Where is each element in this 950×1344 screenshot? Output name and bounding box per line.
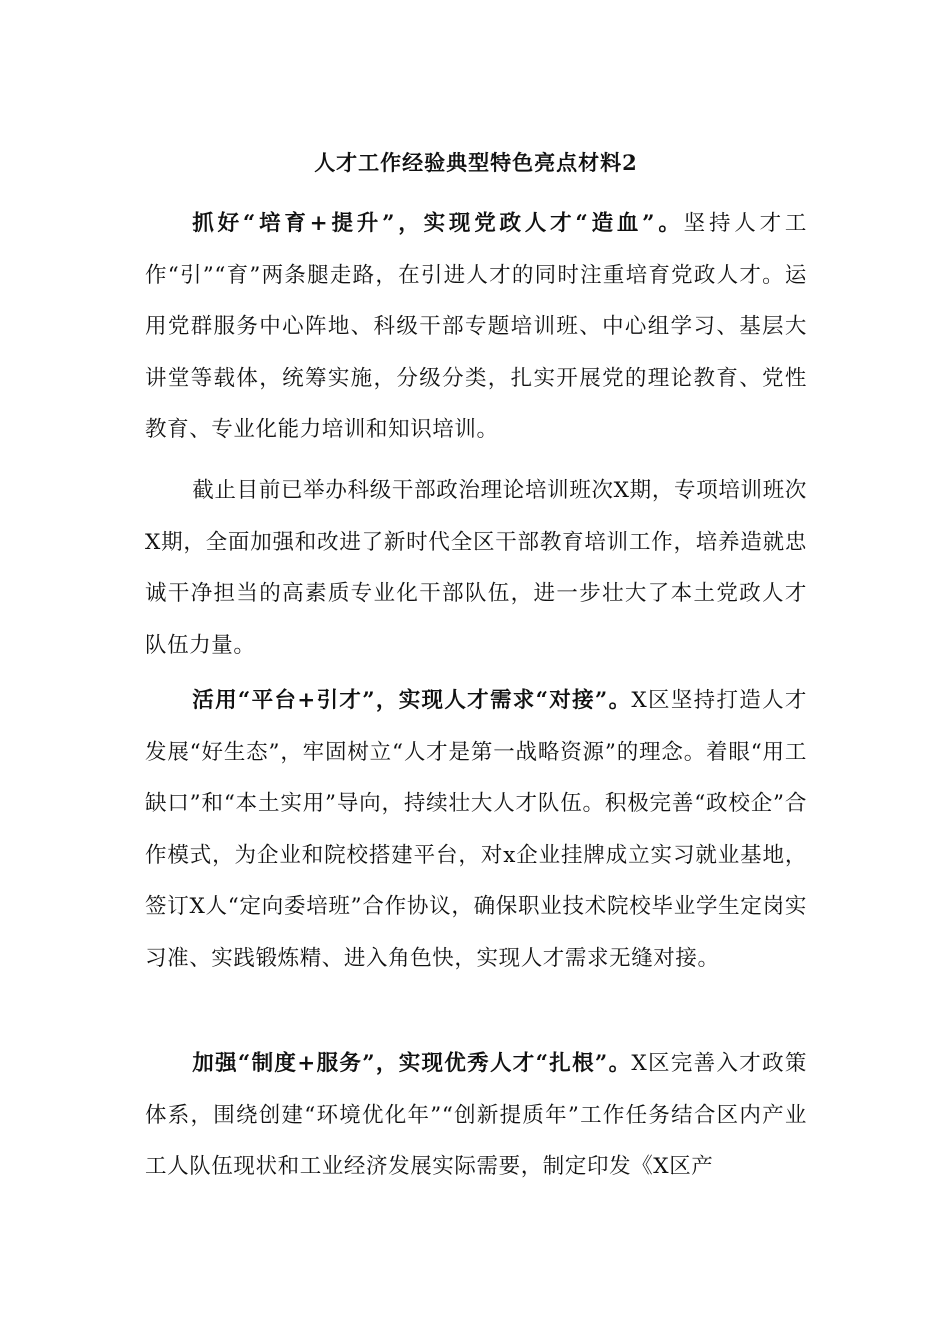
- paragraph-text: 坚持人才工作“引”“育”两条腿走路，在引进人才的同时注重培育党政人才。运用党群服务中心阵地、科级干部专题培训班、中心组学习、基层大讲堂等载体，统筹实施，分级分类，扎实开展党的理论教育、党性教育、专业化能力培训和知识培训。: [145, 211, 807, 442]
- paragraph-training-results: [145, 465, 807, 671]
- paragraph-talent-cultivation: [145, 198, 807, 456]
- paragraph-lead: 活用“平台+引才”，实现人才需求“对接”。: [192, 688, 632, 713]
- paragraph-system-service: [145, 1038, 807, 1193]
- paragraph-lead: 加强“制度+服务”，实现优秀人才“扎根”。: [192, 1051, 632, 1076]
- paragraph-text: X区完善入才政策体系，围绕创建“环境优化年”“创新提质年”工作任务结合区内产业工人队伍现状和工业经济发展实际需要，制定印发《X区产: [145, 1051, 807, 1179]
- document-title: 人才工作经验典型特色亮点材料2: [314, 150, 638, 175]
- paragraph-text: X区坚持打造人才发展“好生态”，牢固树立“人才是第一战略资源”的理念。着眼“用工缺口”和“本土实用”导向，持续壮大人才队伍。积极完善“政校企”合作模式，为企业和院校搭建平台，对x企业挂牌成立实习就业基地，签订X人“定向委培班”合作协议，确保职业技术院校毕业学生定岗实习准、实践锻炼精、进入角色快，实现人才需求无缝对接。: [145, 688, 807, 971]
- paragraph-text: 截止目前已举办科级干部政治理论培训班次X期，专项培训班次X期，全面加强和改进了新时代全区干部教育培训工作，培养造就忠诚干净担当的高素质专业化干部队伍，进一步壮大了本土党政人才队伍力量。: [145, 478, 807, 658]
- paragraph-lead: 抓好“培育+提升”，实现党政人才“造血”。: [192, 211, 684, 236]
- paragraph-platform-recruitment: [145, 675, 807, 984]
